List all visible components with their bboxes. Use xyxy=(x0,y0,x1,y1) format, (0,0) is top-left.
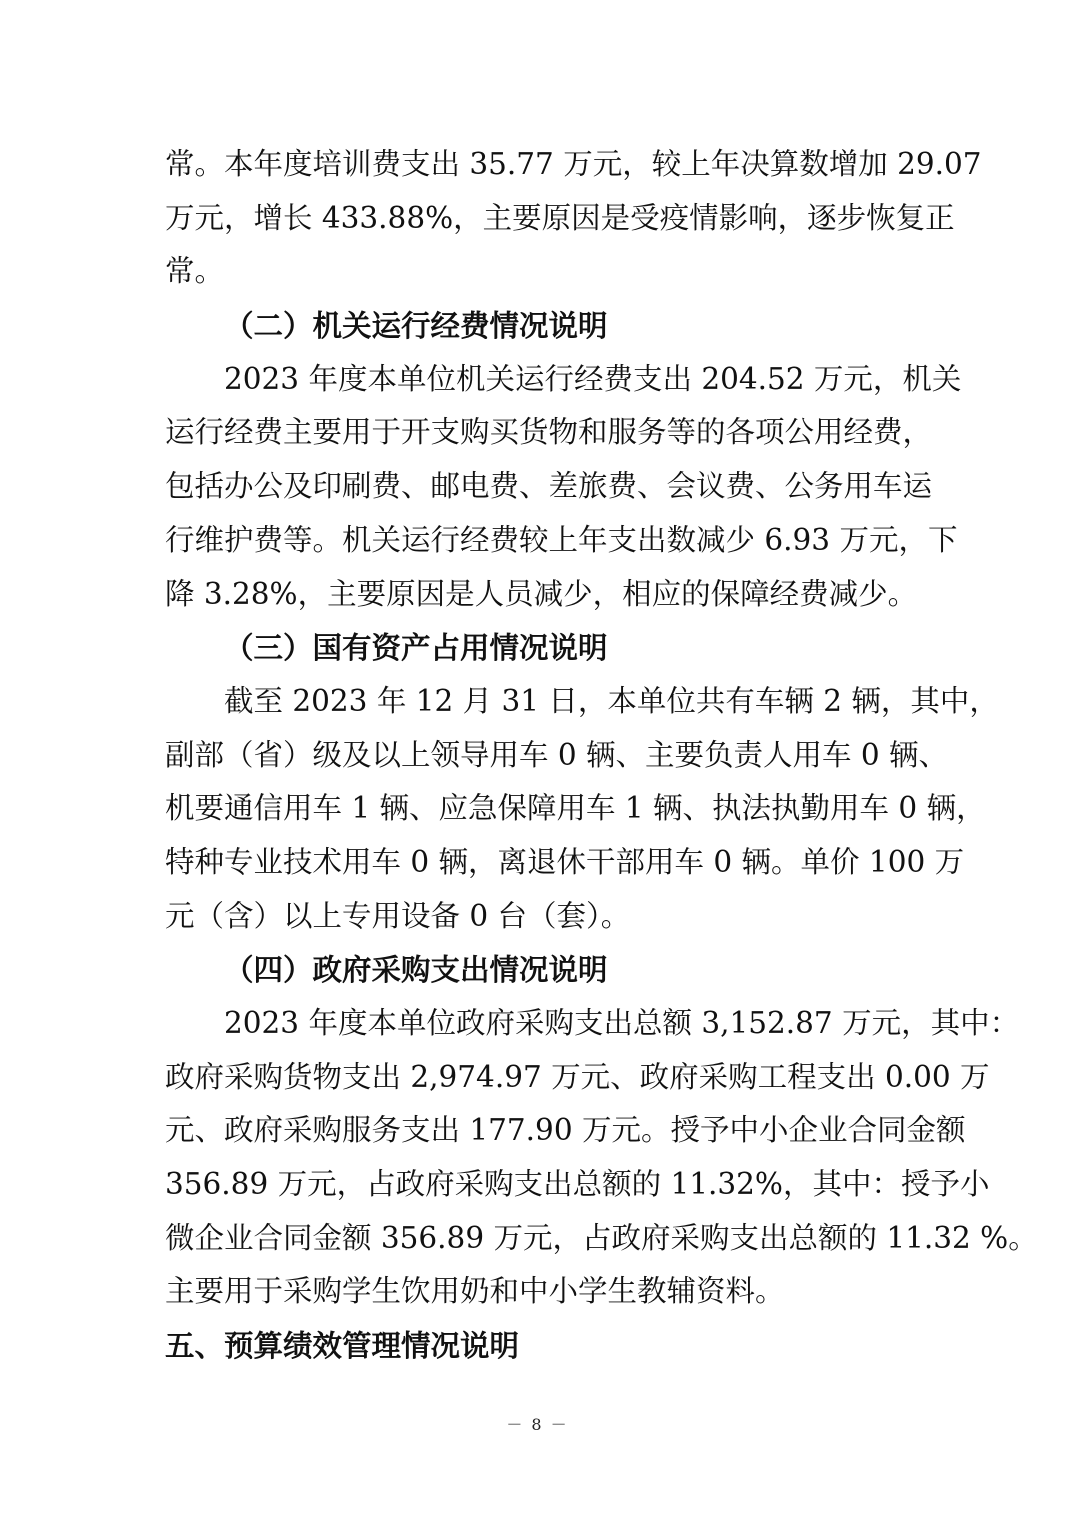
paragraph-line: 政府采购货物支出 2,974.97 万元、政府采购工程支出 0.00 万 xyxy=(165,1059,990,1094)
section-heading-5: 五、预算绩效管理情况说明 xyxy=(165,1328,520,1364)
paragraph-line: 主要用于采购学生饮用奶和中小学生教辅资料。 xyxy=(165,1274,785,1309)
document-body xyxy=(165,138,1038,1373)
paragraph-line: 副部（省）级及以上领导用车 0 辆、主要负责人用车 0 辆、 xyxy=(165,737,949,772)
section-heading-3: （三）国有资产占用情况说明 xyxy=(224,630,608,666)
section-heading-2: （二）机关运行经费情况说明 xyxy=(224,308,608,344)
paragraph-line: 常。 xyxy=(165,254,225,289)
paragraph-line: 常。本年度培训费支出 35.77 万元，较上年决算数增加 29.07 xyxy=(165,147,982,181)
paragraph-line: 降 3.28%，主要原因是人员减少，相应的保障经费减少。 xyxy=(165,576,918,611)
paragraph-line: 行维护费等。机关运行经费较上年支出数减少 6.93 万元，下 xyxy=(165,522,958,557)
paragraph-line: 2023 年度本单位政府采购支出总额 3,152.87 万元，其中： xyxy=(224,1006,1020,1040)
paragraph-line: 截至 2023 年 12 月 31 日，本单位共有车辆 2 辆，其中， xyxy=(224,683,999,718)
paragraph-line: 元、政府采购服务支出 177.90 万元。授予中小企业合同金额 xyxy=(165,1113,966,1148)
paragraph-line: 微企业合同金额 356.89 万元，占政府采购支出总额的 11.32 %。 xyxy=(165,1220,1038,1255)
paragraph-line: 356.89 万元，占政府采购支出总额的 11.32%，其中：授予小 xyxy=(165,1167,990,1202)
page-number: － 8 － xyxy=(506,1415,569,1434)
paragraph-line: 万元，增长 433.88%，主要原因是受疫情影响，逐步恢复正 xyxy=(165,200,955,235)
paragraph-line: 机要通信用车 1 辆、应急保障用车 1 辆、执法执勤用车 0 辆， xyxy=(165,791,986,826)
paragraph-line: 2023 年度本单位机关运行经费支出 204.52 万元，机关 xyxy=(224,361,962,396)
paragraph-line: 特种专业技术用车 0 辆，离退休干部用车 0 辆。单价 100 万 xyxy=(165,844,965,879)
paragraph-line: 运行经费主要用于开支购买货物和服务等的各项公用经费， xyxy=(165,415,933,450)
paragraph-line: 元（含）以上专用设备 0 台（套）。 xyxy=(165,898,631,933)
section-heading-4: （四）政府采购支出情况说明 xyxy=(224,952,608,988)
paragraph-line: 包括办公及印刷费、邮电费、差旅费、会议费、公务用车运 xyxy=(165,469,933,504)
